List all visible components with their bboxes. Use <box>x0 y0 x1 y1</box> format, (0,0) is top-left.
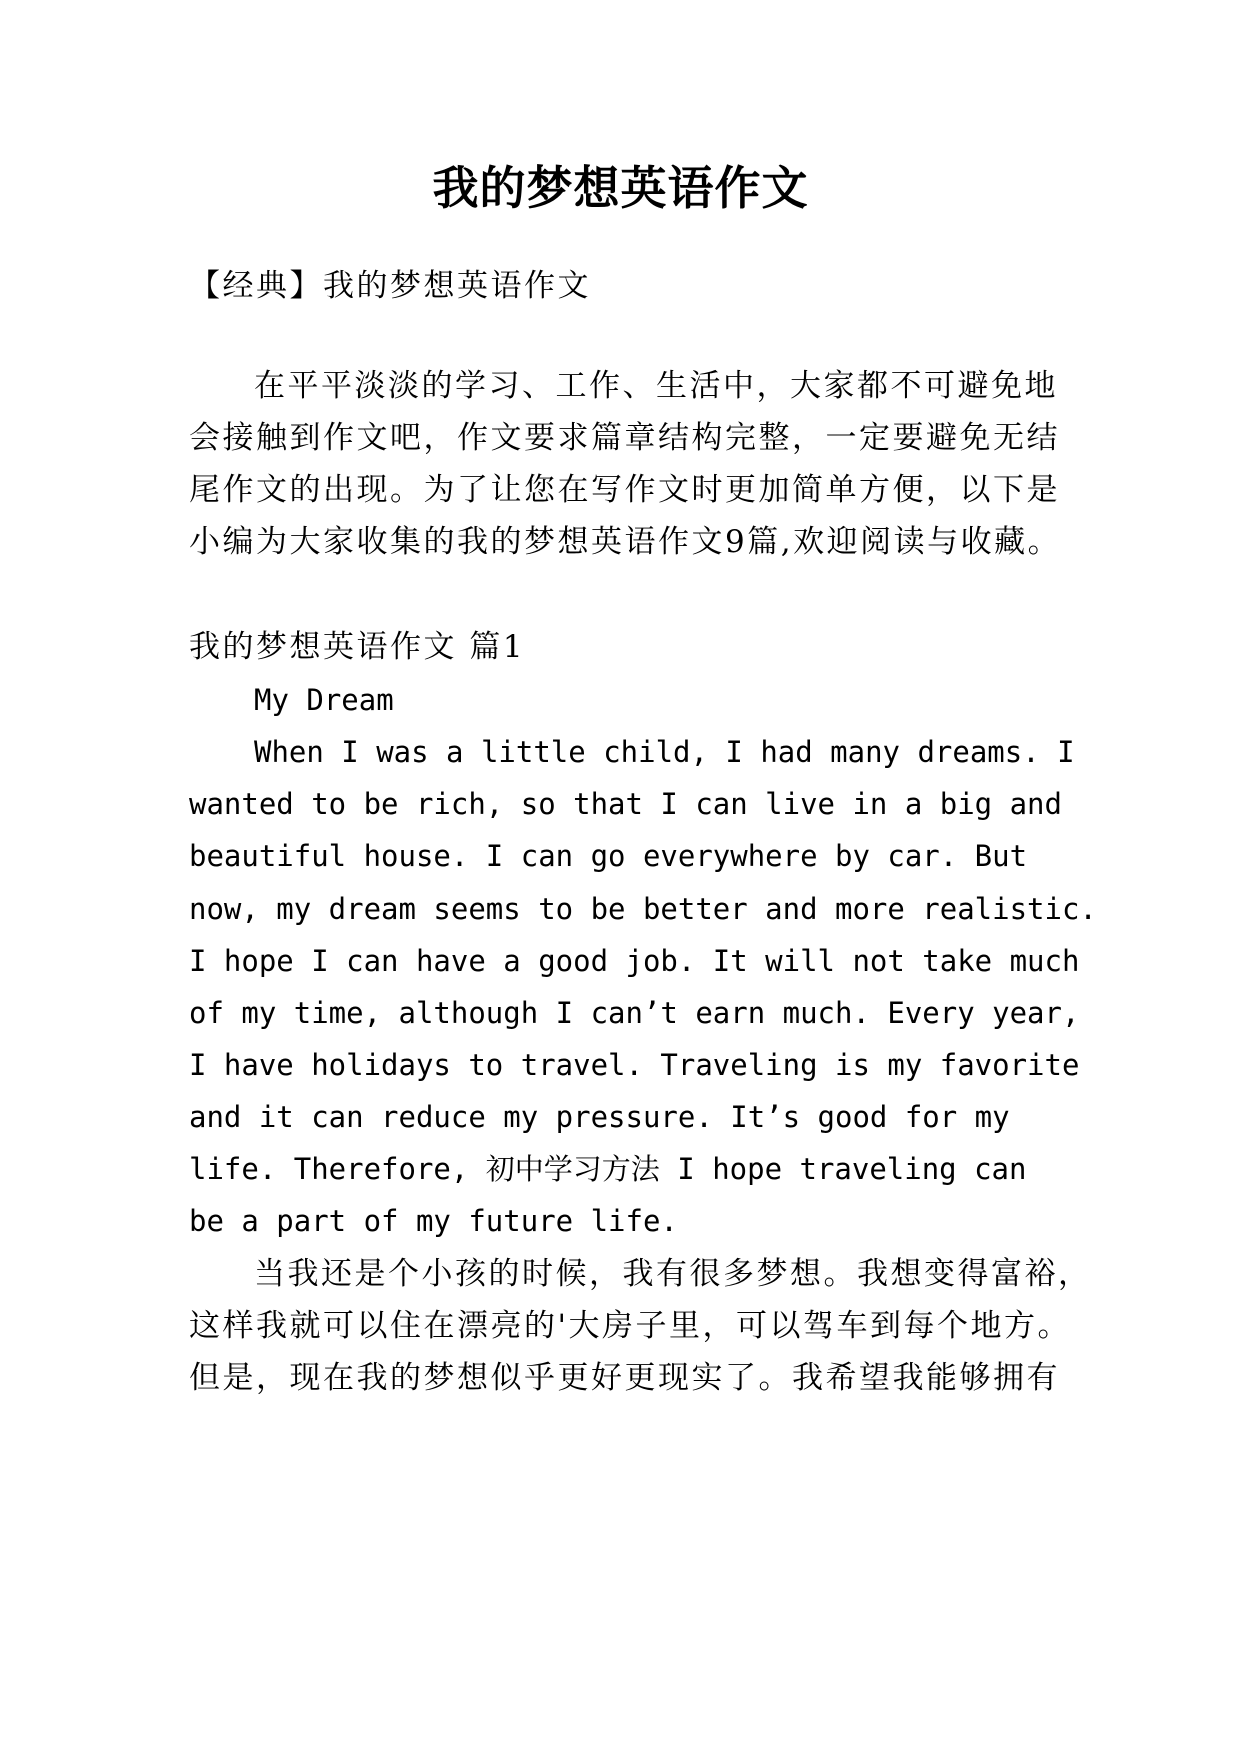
english-line-5: I hope I can have a good job. It will not take much <box>189 944 1080 978</box>
english-line-6: of my time, although I can’t earn much. Every year, <box>189 996 1080 1030</box>
english-line-4: now, my dream seems to be better and more realistic. <box>189 892 1097 926</box>
chinese-line-1: 当我还是个小孩的时候，我有很多梦想。我想变得富裕， <box>254 1256 1092 1292</box>
english-line-8: and it can reduce my pressure. It’s good for my <box>189 1100 1010 1134</box>
intro-line-1: 在平平淡淡的学习、工作、生活中，大家都不可避免地 <box>254 368 1058 404</box>
chinese-line-2: 这样我就可以住在漂亮的'大房子里，可以驾车到每个地方。 <box>189 1308 1072 1344</box>
document-subtitle: 【经典】我的梦想英语作文 <box>189 268 591 304</box>
english-line-9: life. Therefore, 初中学习方法 I hope traveling can <box>189 1152 1027 1186</box>
english-line-2: wanted to be rich, so that I can live in a big and <box>189 787 1062 821</box>
english-line-10: be a part of my future life. <box>189 1204 678 1238</box>
chinese-line-3: 但是，现在我的梦想似乎更好更现实了。我希望我能够拥有 <box>189 1360 1060 1396</box>
english-line-3: beautiful house. I can go everywhere by car. But <box>189 839 1028 873</box>
essay-title: My Dream <box>254 683 394 717</box>
english-line-1: When I was a little child, I had many dreams. I <box>254 735 1075 769</box>
intro-line-3: 尾作文的出现。为了让您在写作文时更加简单方便，以下是 <box>189 472 1060 508</box>
document-title: 我的梦想英语作文 <box>432 161 809 215</box>
intro-line-4: 小编为大家收集的我的梦想英语作文9篇,欢迎阅读与收藏。 <box>189 524 1062 560</box>
section-heading: 我的梦想英语作文 篇1 <box>189 629 526 665</box>
intro-line-2: 会接触到作文吧，作文要求篇章结构完整，一定要避免无结 <box>189 420 1060 456</box>
english-line-7: I have holidays to travel. Traveling is my favorite <box>189 1048 1080 1082</box>
